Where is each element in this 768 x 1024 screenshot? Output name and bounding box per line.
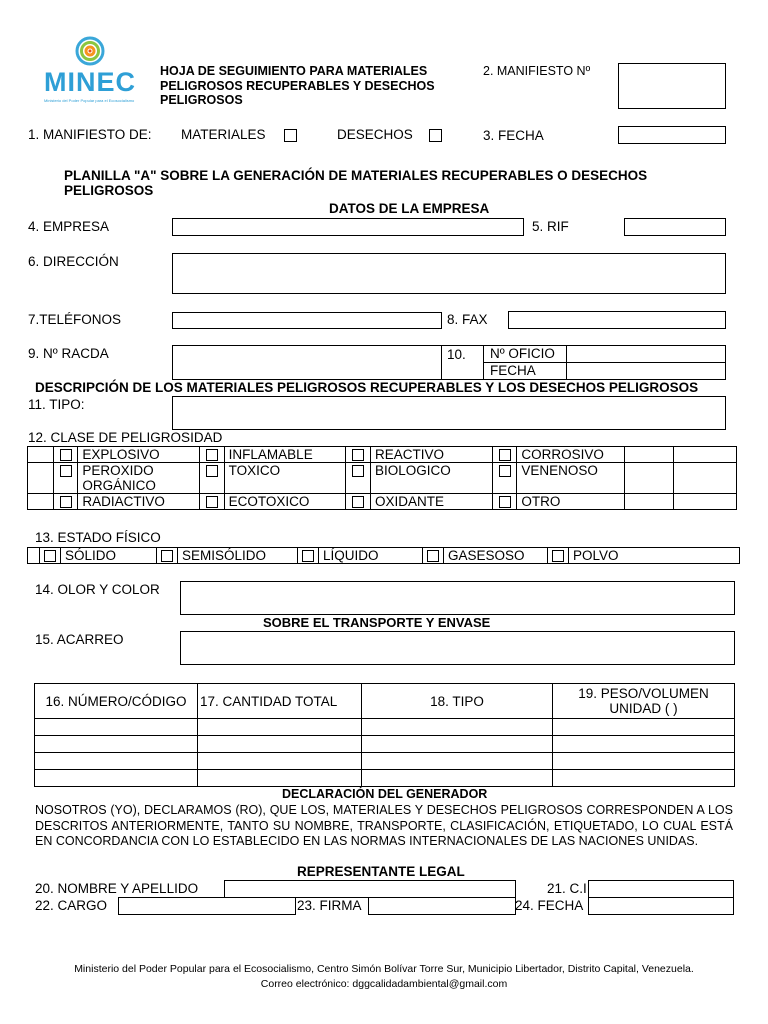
envase-row[interactable]	[35, 736, 735, 753]
racda-field[interactable]	[172, 345, 442, 380]
peroxido-checkbox[interactable]	[60, 465, 72, 477]
direccion-label: 6. DIRECCIÓN	[28, 254, 119, 269]
semisolido-label: SEMISÓLIDO	[178, 548, 298, 564]
semisolido-checkbox[interactable]	[161, 550, 173, 562]
direccion-field[interactable]	[172, 253, 726, 294]
minec-logo	[44, 36, 140, 104]
olor-color-field[interactable]	[180, 581, 735, 615]
materiales-label: MATERIALES	[181, 127, 266, 142]
representante-heading: REPRESENTANTE LEGAL	[297, 864, 465, 879]
oxidante-checkbox[interactable]	[352, 496, 364, 508]
peroxido-label: PEROXIDO ORGÁNICO	[78, 463, 200, 494]
otro-checkbox[interactable]	[499, 496, 511, 508]
empresa-label: 4. EMPRESA	[28, 219, 110, 234]
fecha-field[interactable]	[618, 126, 726, 144]
num10-label: 10.	[447, 347, 466, 362]
polvo-checkbox[interactable]	[552, 550, 564, 562]
desechos-checkbox[interactable]	[429, 129, 442, 142]
col-cantidad-total: 17. CANTIDAD TOTAL	[198, 684, 362, 719]
fecha-label: 3. FECHA	[483, 128, 544, 143]
clase-label: 12. CLASE DE PELIGROSIDAD	[28, 430, 223, 445]
polvo-label: POLVO	[569, 548, 740, 564]
oficio-fecha-label-cell	[483, 362, 567, 380]
gaseoso-label: GASESOSO	[444, 548, 548, 564]
empresa-field[interactable]	[172, 218, 524, 236]
olor-color-label: 14. OLOR Y COLOR	[35, 582, 160, 597]
transporte-heading: SOBRE EL TRANSPORTE Y ENVASE	[263, 615, 491, 630]
reactivo-checkbox[interactable]	[352, 449, 364, 461]
solido-label: SÓLIDO	[61, 548, 157, 564]
nombre-field[interactable]	[224, 880, 516, 898]
envase-row[interactable]	[35, 753, 735, 770]
envase-row[interactable]	[35, 719, 735, 736]
explosivo-label: EXPLOSIVO	[78, 447, 200, 463]
oficio-field[interactable]	[566, 345, 726, 363]
rif-label: 5. RIF	[532, 219, 569, 234]
radiactivo-checkbox[interactable]	[60, 496, 72, 508]
acarreo-field[interactable]	[180, 631, 735, 665]
cargo-field[interactable]	[118, 897, 296, 915]
liquido-label: LÍQUIDO	[319, 548, 423, 564]
inflamable-label: INFLAMABLE	[224, 447, 346, 463]
biologico-checkbox[interactable]	[352, 465, 364, 477]
oficio-label-cell	[483, 345, 567, 363]
telefonos-label: 7.TELÉFONOS	[28, 312, 122, 327]
materiales-checkbox[interactable]	[284, 129, 297, 142]
rif-field[interactable]	[624, 218, 726, 236]
solido-checkbox[interactable]	[44, 550, 56, 562]
acarreo-label: 15. ACARREO	[35, 632, 124, 647]
fax-field[interactable]	[508, 311, 726, 329]
ecotoxico-checkbox[interactable]	[206, 496, 218, 508]
envase-header-row	[35, 684, 735, 719]
clase-row	[28, 463, 737, 494]
estado-row	[28, 548, 740, 564]
estado-label: 13. ESTADO FÍSICO	[35, 530, 161, 545]
telefonos-field[interactable]	[172, 312, 442, 329]
firma-field[interactable]	[368, 897, 516, 915]
tipo-field[interactable]	[172, 396, 726, 430]
envase-table	[34, 683, 735, 787]
gaseoso-checkbox[interactable]	[427, 550, 439, 562]
ecotoxico-label: ECOTOXICO	[224, 494, 346, 510]
clase-row	[28, 447, 737, 463]
declaracion-text: NOSOTROS (YO), DECLARAMOS (RO), QUE LOS, MATERIALES Y DESECHOS PELIGROSOS CORRESPONDEN A LOS DESCRITOS ANTERIORMENTE, TANTO SU NOMBRE, TRANSPORTE, CLASIFICACIÓN, ETIQUETADO, LO CUAL ESTÁ EN CONCORDANCIA CON LO ESTABLECIDO EN LAS NORMAS INTERNACIONALES DE LAS NACIONES UNIDAS.	[35, 803, 733, 848]
explosivo-checkbox[interactable]	[60, 449, 72, 461]
desechos-label: DESECHOS	[337, 127, 413, 142]
declaracion-heading: DECLARACIÓN DEL GENERADOR	[282, 787, 488, 801]
num10-cell	[441, 345, 484, 380]
inflamable-checkbox[interactable]	[206, 449, 218, 461]
col-numero-codigo: 16. NÚMERO/CÓDIGO	[35, 684, 198, 719]
clase-peligrosidad-table	[27, 446, 737, 510]
corrosivo-checkbox[interactable]	[499, 449, 511, 461]
ci-label: 21. C.I	[547, 881, 587, 896]
oficio-fecha-label: FECHA	[490, 363, 536, 378]
manifiesto-de-label: 1. MANIFIESTO DE:	[28, 127, 152, 142]
venenoso-label: VENENOSO	[517, 463, 624, 494]
repr-fecha-field[interactable]	[588, 897, 734, 915]
biologico-label: BIOLOGICO	[371, 463, 493, 494]
oficio-label: Nº OFICIO	[490, 346, 555, 361]
col-peso-volumen	[553, 684, 735, 719]
footer-email: Correo electrónico: dggcalidadambiental@gmail.com	[260, 978, 508, 990]
reactivo-label: REACTIVO	[371, 447, 493, 463]
liquido-checkbox[interactable]	[302, 550, 314, 562]
manifiesto-no-field[interactable]	[618, 63, 726, 109]
corrosivo-label: CORROSIVO	[517, 447, 624, 463]
logo-name: MINEC	[44, 67, 136, 97]
envase-row[interactable]	[35, 770, 735, 787]
datos-empresa-heading: DATOS DE LA EMPRESA	[329, 201, 490, 216]
col-peso-volumen-line2: UNIDAD ( )	[609, 701, 678, 716]
tipo-label: 11. TIPO:	[28, 397, 85, 412]
firma-label: 23. FIRMA	[297, 898, 362, 913]
col-peso-volumen-line1: 19. PESO/VOLUMEN	[578, 686, 709, 701]
estado-fisico-table	[27, 547, 740, 564]
manifiesto-no-label: 2. MANIFIESTO Nº	[483, 64, 591, 78]
descripcion-heading: DESCRIPCIÓN DE LOS MATERIALES PELIGROSOS RECUPERABLES Y LOS DESECHOS PELIGROSOS	[35, 380, 699, 395]
racda-label: 9. Nº RACDA	[28, 346, 109, 361]
oxidante-label: OXIDANTE	[371, 494, 493, 510]
clase-row	[28, 494, 737, 510]
radiactivo-label: RADIACTIVO	[78, 494, 200, 510]
venenoso-checkbox[interactable]	[499, 465, 511, 477]
planilla-title: PLANILLA "A" SOBRE LA GENERACIÓN DE MATERIALES RECUPERABLES O DESECHOS PELIGROSOS	[64, 168, 648, 198]
fax-label: 8. FAX	[447, 312, 488, 327]
form-title: HOJA DE SEGUIMIENTO PARA MATERIALES PELIGROSOS RECUPERABLES Y DESECHOS PELIGROSOS	[160, 64, 435, 107]
ci-field[interactable]	[588, 880, 734, 898]
otro-label: OTRO	[517, 494, 624, 510]
col-tipo: 18. TIPO	[362, 684, 553, 719]
cargo-label: 22. CARGO	[35, 898, 108, 913]
logo-subtitle: Ministerio del Poder Popular para el Ecosocialismo	[44, 98, 135, 103]
footer-address: Ministerio del Poder Popular para el Ecosocialismo, Centro Simón Bolívar Torre Sur, Municipio Libertador, Distrito Capital, Venezuela.	[74, 963, 694, 975]
oficio-fecha-field[interactable]	[566, 362, 726, 380]
repr-fecha-label: 24. FECHA	[515, 898, 584, 913]
toxico-label: TOXICO	[224, 463, 346, 494]
nombre-label: 20. NOMBRE Y APELLIDO	[35, 881, 199, 896]
spiral-icon	[72, 36, 108, 66]
toxico-checkbox[interactable]	[206, 465, 218, 477]
